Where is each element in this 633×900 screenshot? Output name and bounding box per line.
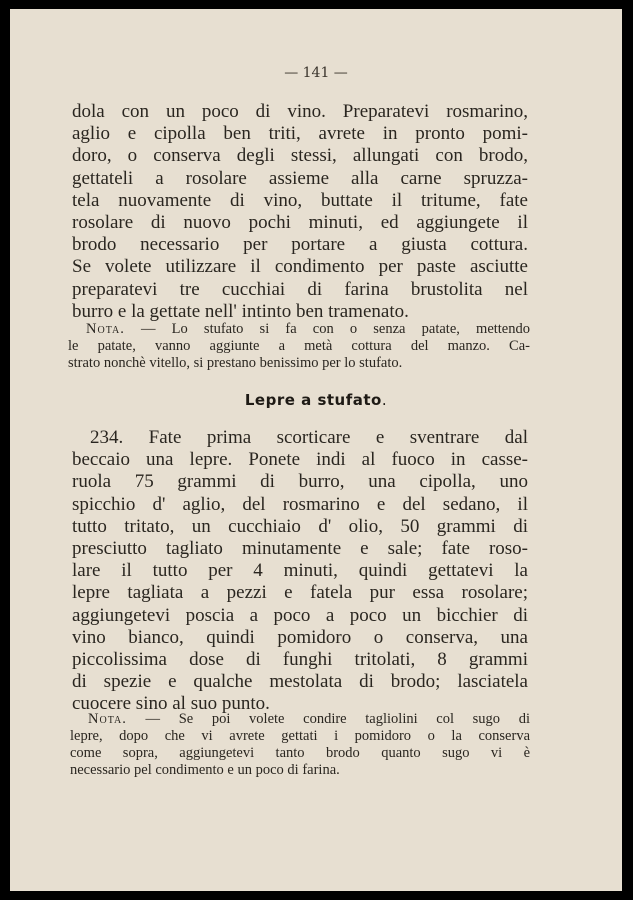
note-text: [70, 711, 530, 779]
note-line: [68, 321, 530, 338]
section-title-text: Lepre a stufato: [244, 391, 382, 409]
note-tagliolini: [70, 711, 530, 779]
text-line: tela nuovamente di vino, buttate il tritume, fate: [72, 189, 528, 211]
note-label: Nota.: [86, 321, 125, 337]
text-line: spicchio d' aglio, del rosmarino e del sedano, il: [72, 493, 528, 515]
text-line: doro, o conserva degli stessi, allungati con brodo,: [72, 145, 528, 167]
note-line: le patate, vanno aggiunte a metà cottura del manzo. Ca-: [68, 338, 530, 354]
note-stufato: [68, 321, 530, 372]
text-line: vino bianco, quindi pomidoro o conserva, una: [72, 626, 528, 648]
recipe-paragraph: [72, 427, 528, 716]
note-text: [68, 321, 530, 372]
book-page: [10, 9, 622, 891]
note-label: Nota.: [88, 711, 127, 727]
text-line: aggiungetevi poscia a poco a poco un bicchier di: [72, 604, 528, 626]
note-line: [70, 711, 530, 728]
text-line: 234. Fate prima scorticare e sventrare dal: [90, 427, 528, 448]
text-line: burro e la gettate nell' intinto ben tramenato.: [72, 300, 409, 322]
text-line: preparatevi tre cucchiai di farina brustolita nel: [72, 278, 528, 300]
section-title-dot: .: [381, 391, 388, 409]
paragraph-text: [72, 427, 528, 716]
section-title: [10, 391, 622, 409]
note-line: strato nonchè vitello, si prestano benissimo per lo stufato.: [68, 355, 403, 371]
text-line: di spezie e qualche mestolata di brodo; lasciatela: [72, 671, 528, 693]
text-line: beccaio una lepre. Ponete indi al fuoco in casse-: [72, 449, 528, 471]
paragraph-continued: [72, 101, 528, 323]
note-line: lepre, dopo che vi avrete gettati i pomidoro o la conserva: [70, 728, 530, 744]
note-line: necessario pel condimento e un poco di farina.: [70, 762, 340, 778]
text-line: aglio e cipolla ben triti, avrete in pronto pomi-: [72, 123, 528, 145]
text-line: lare il tutto per 4 minuti, quindi gettatevi la: [72, 560, 528, 582]
page-number: — 141 —: [284, 65, 348, 81]
text-line: Se volete utilizzare il condimento per paste asciutte: [72, 256, 528, 278]
text-line: cuocere sino al suo punto.: [72, 693, 270, 715]
note-line-text: — Lo stufato si fa con o senza patate, mettendo: [141, 321, 530, 337]
note-line-text: — Se poi volete condire tagliolini col sugo di: [145, 711, 531, 727]
text-line: dola con un poco di vino. Preparatevi rosmarino,: [72, 101, 528, 122]
text-line: gettateli a rosolare assieme alla carne spruzza-: [72, 167, 528, 189]
text-line: lepre tagliata a pezzi e fatela pur essa rosolare;: [72, 582, 528, 604]
text-line: tutto tritato, un cucchiaio d' olio, 50 grammi di: [72, 515, 528, 537]
text-line: ruola 75 grammi di burro, una cipolla, uno: [72, 471, 528, 493]
note-line: come sopra, aggiungetevi tanto brodo quanto sugo vi è: [70, 745, 530, 761]
text-line: rosolare di nuovo pochi minuti, ed aggiungete il: [72, 212, 528, 234]
paragraph-text: [72, 101, 528, 323]
text-line: brodo necessario per portare a giusta cottura.: [72, 234, 528, 256]
text-line: presciutto tagliato minutamente e sale; fate roso-: [72, 538, 528, 560]
text-line: piccolissima dose di funghi tritolati, 8 grammi: [72, 649, 528, 671]
